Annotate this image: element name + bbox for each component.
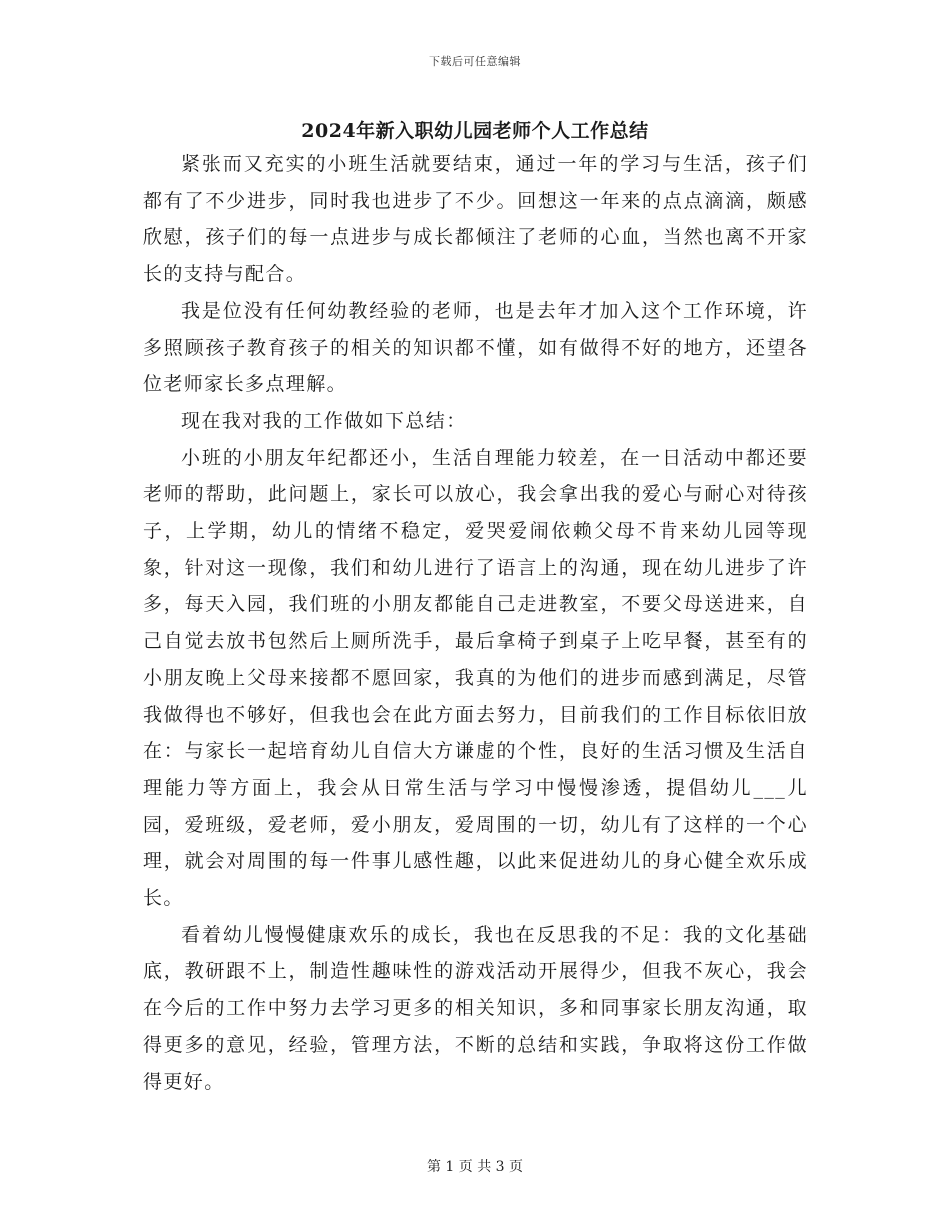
paragraph-4: 小班的小朋友年纪都还小，生活自理能力较差，在一日活动中都还要老师的帮助，此问题上，家长可以放心，我会拿出我的爱心与耐心对待孩子，上学期，幼儿的情绪不稳定，爱哭爱闹依赖父母不肯来幼儿园等现象，针对这一现像，我们和幼儿进行了语言上的沟通，现在幼儿进步了许多，每天入园，我们班的小朋友都能自己走进教室，不要父母送进来，自己自觉去放书包然后上厕所洗手，最后拿椅子到桌子上吃早餐，甚至有的小朋友晚上父母来接都不愿回家，我真的为他们的进步而感到满足，尽管我做得也不够好，但我也会在此方面去努力，目前我们的工作目标依旧放在：与家长一起培育幼儿自信大方谦虚的个性，良好的生活习惯及生活自理能力等方面上，我会从日常生活与学习中慢慢渗透，提倡幼儿___儿园，爱班级，爱老师，爱小朋友，爱周围的一切，幼儿有了这样的一个心理，就会对周围的每一件事儿感性趣，以此来促进幼儿的身心健全欢乐成长。 bbox=[143, 446, 808, 910]
document-body bbox=[143, 146, 808, 1100]
paragraph-3: 现在我对我的工作做如下总结： bbox=[181, 409, 467, 432]
paragraph-5: 看着幼儿慢慢健康欢乐的成长，我也在反思我的不足：我的文化基础底，教研跟不上，制造性趣味性的游戏活动开展得少，但我不灰心，我会在今后的工作中努力去学习更多的相关知识，多和同事家长朋友沟通，取得更多的意见，经验，管理方法，不断的总结和实践，争取将这份工作做得更好。 bbox=[143, 923, 808, 1093]
paragraph-2: 我是位没有任何幼教经验的老师，也是去年才加入这个工作环境，许多照顾孩子教育孩子的相关的知识都不懂，如有做得不好的地方，还望各位老师家长多点理解。 bbox=[143, 299, 808, 396]
header-note: 下载后可任意编辑 bbox=[429, 55, 521, 68]
paragraph-1: 紧张而又充实的小班生活就要结束，通过一年的学习与生活，孩子们都有了不少进步，同时我也进步了不少。回想这一年来的点点滴滴，颇感欣慰，孩子们的每一点进步与成长都倾注了老师的心血，当然也离不开家长的支持与配合。 bbox=[143, 153, 808, 286]
document-title: 2024年新入职幼儿园老师个人工作总结 bbox=[301, 120, 649, 142]
page-number-footer: 第 1 页 共 3 页 bbox=[426, 1159, 524, 1175]
